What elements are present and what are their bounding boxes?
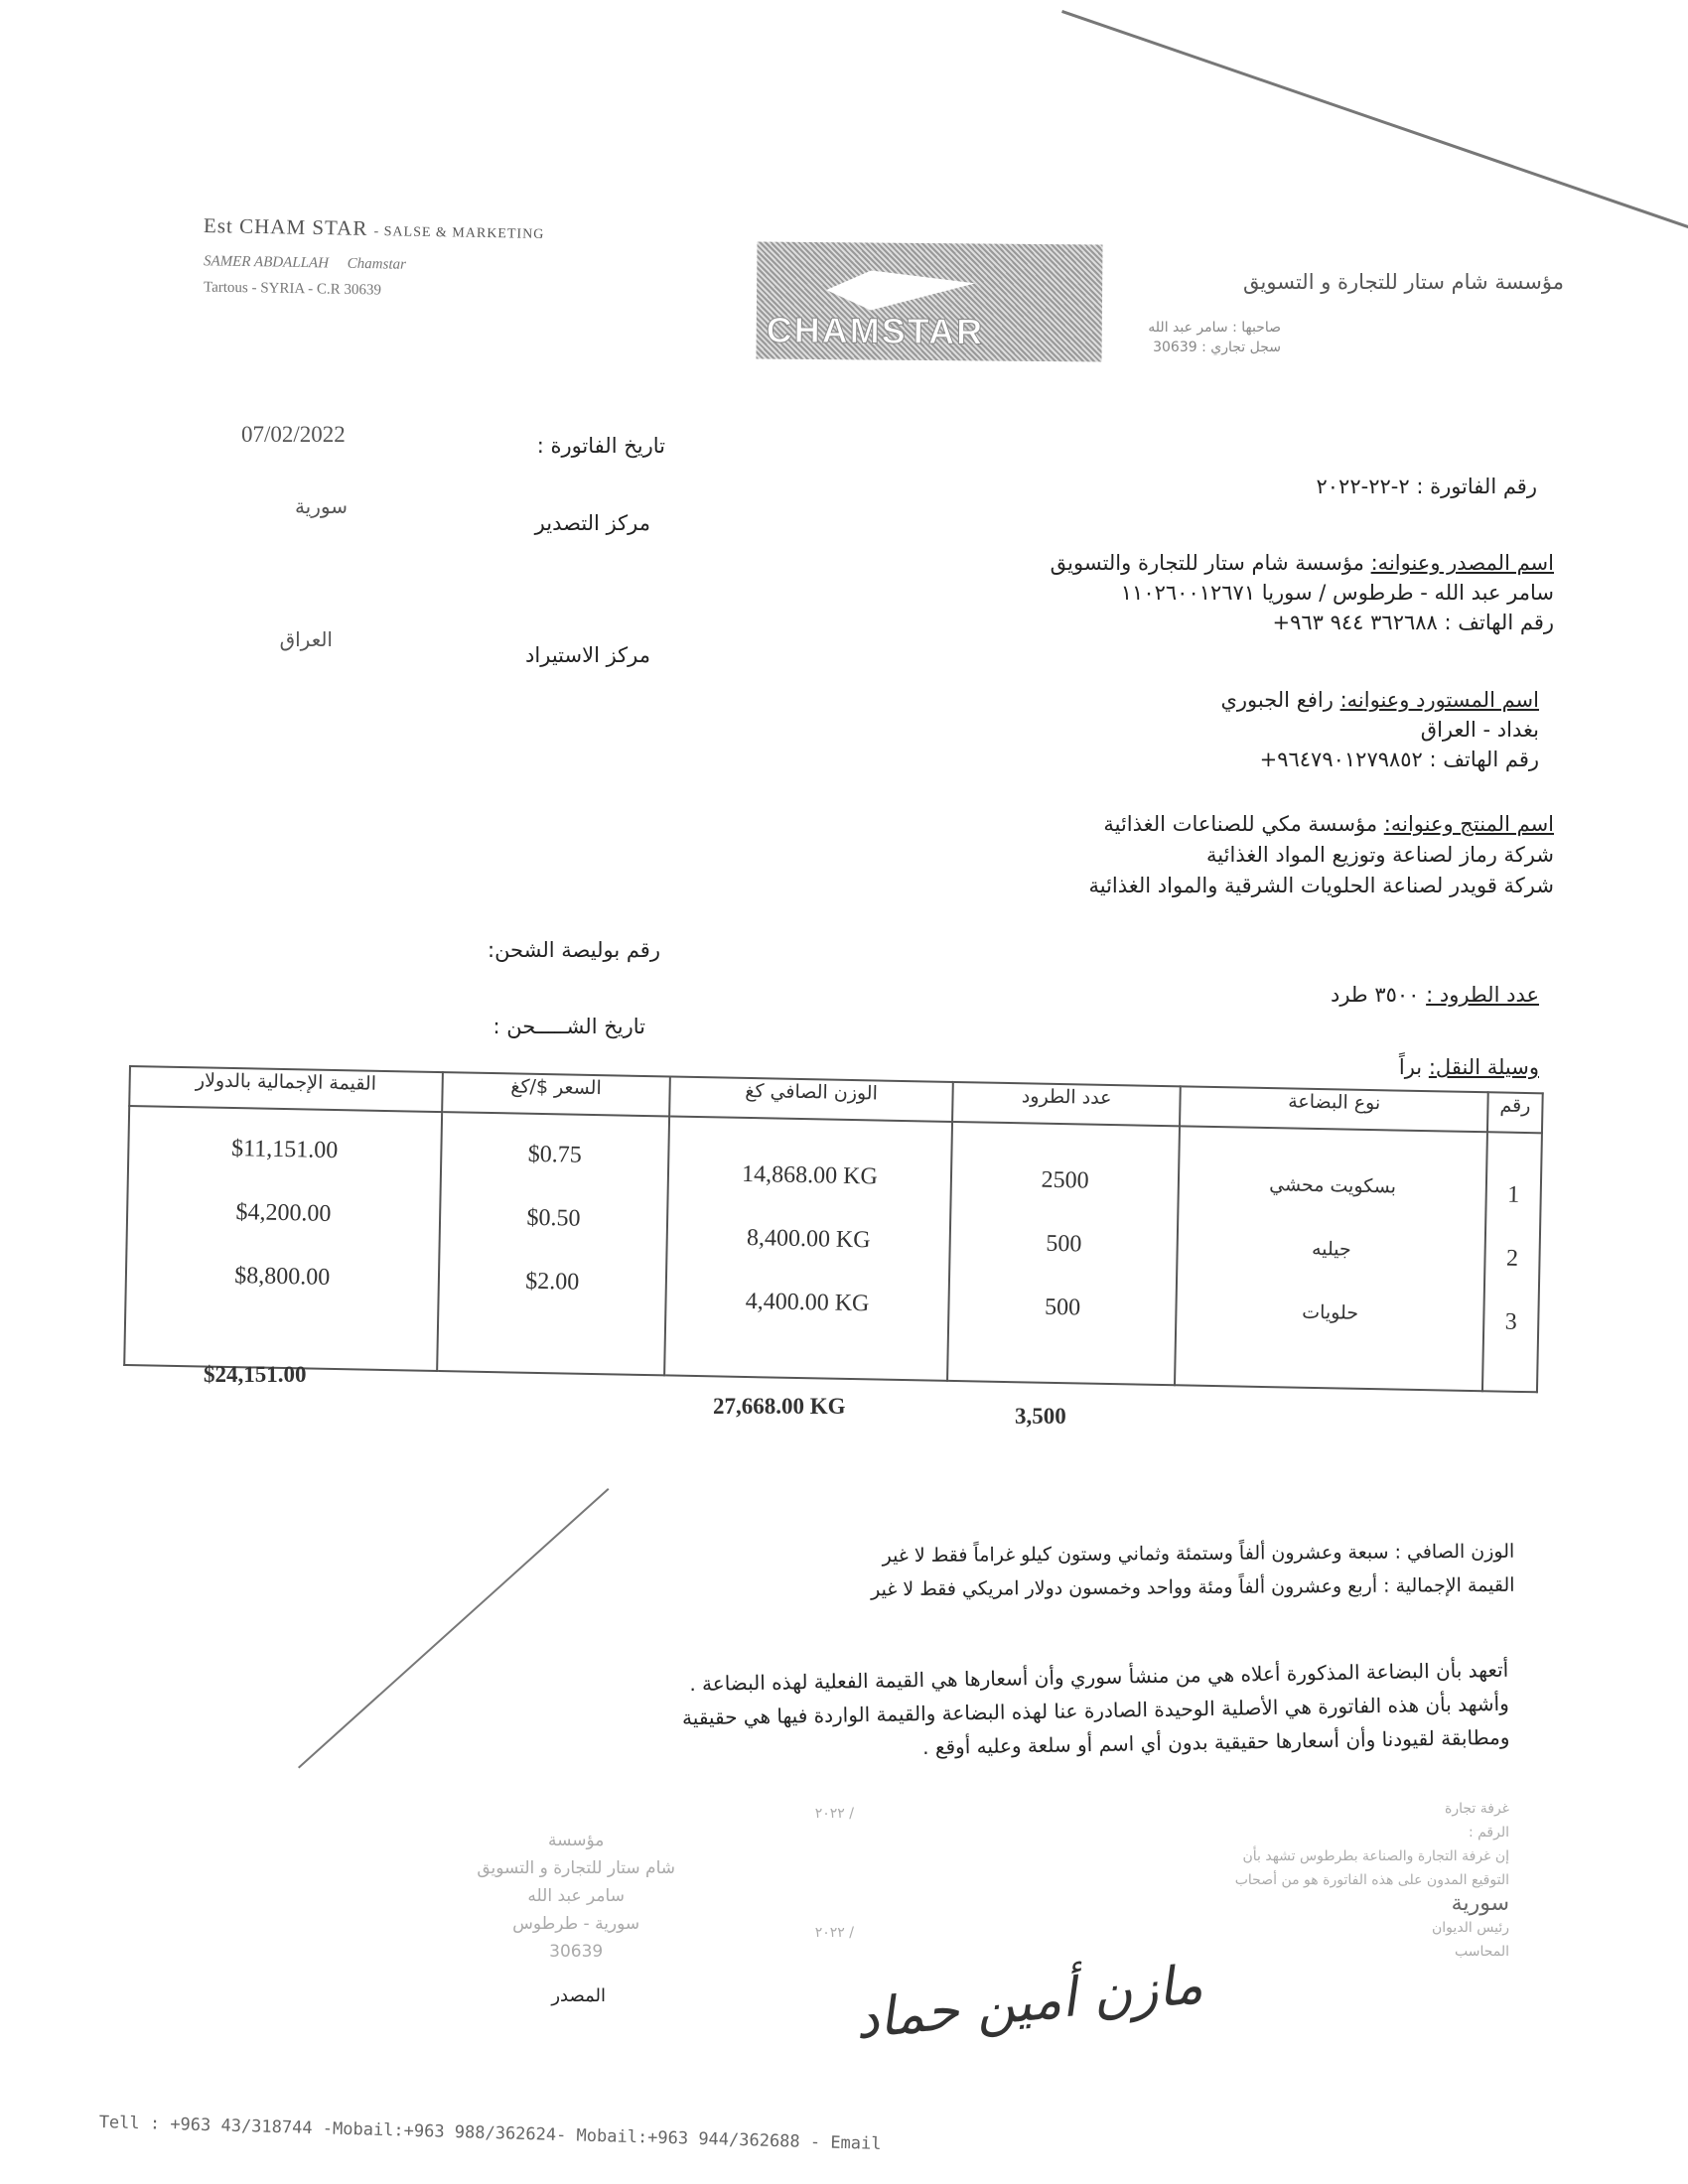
handwritten-signature: مازن أمين حماد: [851, 1952, 1206, 2052]
exporter-block: [1051, 548, 1554, 637]
scan-pen-stroke: [1061, 10, 1688, 239]
footer-contacts: Tell : +963 43/318744 -Mobail:+963 988/362624- Mobail:+963 944/362688 - Email: [98, 2113, 882, 2154]
invoice-date: 07/02/2022: [241, 422, 346, 447]
exporter-name: مؤسسة شام ستار للتجارة والتسويق: [1050, 551, 1364, 575]
cell-type: جيليه: [1311, 1237, 1351, 1261]
producer-label: اسم المنتج وعنوانه:: [1383, 812, 1554, 836]
date-stamp-2: / ٢٠٢٢: [814, 1925, 854, 1941]
invoice-number: [1317, 475, 1538, 498]
cell-weight: 8,400.00 KG: [746, 1224, 871, 1254]
letterhead-ar-company: مؤسسة شام ستار للتجارة و التسويق: [1243, 270, 1564, 294]
cell-count: 500: [1044, 1294, 1081, 1321]
cell-count: 2500: [1041, 1166, 1089, 1194]
packages-label: عدد الطرود :: [1426, 983, 1539, 1007]
company-tagline: - SALSE & MARKETING: [373, 223, 545, 242]
col-header-weight: الوزن الصافي كغ: [669, 1076, 952, 1121]
weight-in-words: الوزن الصافي : سبعة وعشرون ألفاً وستمئة وثماني وستون كيلو غراماً فقط لا غير: [882, 1540, 1514, 1568]
grand-total-weight: 27,668.00 KG: [713, 1394, 846, 1419]
stamp-line: المحاسب: [1454, 1944, 1509, 1960]
bill-of-lading-label: رقم بوليصة الشحن:: [488, 938, 660, 962]
col-header-price: السعر $/كغ: [442, 1072, 670, 1116]
grand-total-value: $24,151.00: [204, 1362, 307, 1387]
amount-in-words: [870, 1535, 1514, 1607]
value-in-words: القيمة الإجمالية : أربع وعشرون ألفاً ومئة وواحد وخمسون دولار امريكي فقط لا غير: [870, 1573, 1515, 1601]
letterhead-ar-cr: سجل تجاري : 30639: [1153, 340, 1281, 355]
exporter-phone: رقم الهاتف : ٣٦٢٦٨٨ ٩٤٤ ٩٦٣+: [1272, 611, 1554, 634]
col-number: [1482, 1132, 1542, 1392]
logo-text: CHAMSTAR: [766, 309, 985, 352]
invoice-number-value: ٢-٢٢-٢٠٢٢: [1316, 475, 1410, 498]
col-count: [947, 1122, 1181, 1385]
declaration-line: ومطابقة لقيودنا وأن أسعارها حقيقية بدون أي اسم أو سلعة وعليه أوقع .: [922, 1724, 1510, 1760]
producer-block: [1088, 809, 1554, 901]
cell-type: بسكويت محشي: [1269, 1173, 1397, 1198]
importer-name: رافع الجبوري: [1220, 688, 1334, 712]
stamp-line: شام ستار للتجارة و التسويق: [477, 1858, 675, 1878]
importer-address: بغداد - العراق: [1420, 718, 1539, 742]
letterhead-en-company: [204, 213, 545, 244]
star-icon: [826, 270, 975, 311]
cell-price: $2.00: [525, 1268, 580, 1296]
pen-signature-stroke: [298, 1488, 609, 1769]
stamp-line: غرفة تجارة: [1445, 1801, 1509, 1817]
cell-price: $0.75: [527, 1141, 582, 1168]
stamp-line: الرقم :: [1468, 1825, 1509, 1841]
importer-phone: رقم الهاتف : ٩٦٤٧٩٠١٢٧٩٨٥٢+: [1259, 748, 1539, 771]
col-weight: [664, 1116, 952, 1380]
cell-weight: 14,868.00 KG: [741, 1160, 879, 1190]
declaration-line: أتعهد بأن البضاعة المذكورة أعلاه هي من منشأ سوري وأن أسعارها هي القيمة الفعلية لهذه البضاعة .: [689, 1657, 1509, 1697]
invoice-number-label: رقم الفاتورة :: [1416, 475, 1537, 498]
stamp-line: 30639: [549, 1942, 604, 1962]
stamp-line: سامر عبد الله: [527, 1886, 625, 1906]
transport-value: براً: [1398, 1055, 1423, 1079]
import-label: مركز الاستيراد: [525, 643, 650, 667]
col-price: [437, 1112, 670, 1375]
stamp-line: إن غرفة التجارة والصناعة بطرطوس تشهد بأن: [1242, 1848, 1509, 1864]
company-name-en: Est CHAM STAR: [203, 213, 368, 240]
col-header-type: نوع البضاعة: [1181, 1086, 1488, 1132]
letterhead-ar-details: [1148, 318, 1281, 357]
cell-total: $4,200.00: [235, 1199, 332, 1227]
cell-number: 1: [1506, 1181, 1520, 1208]
producer-name: مؤسسة مكي للصناعات الغذائية: [1103, 812, 1378, 836]
goods-table: [123, 1065, 1544, 1393]
grand-total-count: 3,500: [1015, 1404, 1066, 1429]
cell-number: 3: [1504, 1308, 1518, 1335]
packages-value: ٣٥٠٠ طرد: [1330, 983, 1420, 1007]
declaration-line: وأشهد بأن هذه الفاتورة هي الأصلية الوحيدة الصادرة عنا لهذه البضاعة والقيمة الواردة فيها هي حقيقية: [682, 1691, 1510, 1730]
company-logo: [756, 241, 1102, 361]
brand-name: Chamstar: [347, 255, 407, 273]
cell-number: 2: [1505, 1245, 1519, 1272]
exporter-label: اسم المصدر وعنوانه:: [1370, 551, 1554, 575]
cell-weight: 4,400.00 KG: [745, 1288, 870, 1317]
stamp-line: سورية: [1451, 1891, 1509, 1916]
col-header-total: القيمة الإجمالية بالدولار: [129, 1066, 442, 1112]
exporter-address: سامر عبد الله - طرطوس / سوريا ١١٠٢٦٠٠١٢٦٧١: [1120, 581, 1554, 605]
chamber-stamp: [1235, 1797, 1509, 1964]
owner-name: SAMER ABDALLAH: [203, 253, 330, 272]
cell-total: $8,800.00: [233, 1263, 331, 1291]
letterhead-ar-owner: صاحبها : سامر عبد الله: [1148, 320, 1281, 336]
cell-type: حلويات: [1302, 1300, 1359, 1324]
stamp-line: رئيس الديوان: [1432, 1920, 1509, 1936]
cell-price: $0.50: [526, 1204, 581, 1232]
cell-total: $11,151.00: [230, 1135, 339, 1164]
date-stamp-1: / ٢٠٢٢: [814, 1806, 854, 1822]
producer-line-3: شركة قويدر لصناعة الحلويات الشرقية والمواد الغذائية: [1088, 874, 1554, 897]
declaration: [681, 1653, 1509, 1769]
importer-label: اسم المستورد وعنوانه:: [1339, 688, 1539, 712]
producer-line-2: شركة رماز لصناعة وتوزيع المواد الغذائية: [1206, 843, 1554, 867]
exporter-signature-label: المصدر: [551, 1985, 606, 2006]
stamp-line: مؤسسة: [547, 1831, 605, 1850]
importer-block: [1220, 685, 1539, 774]
table-body: [124, 1106, 1542, 1392]
import-value: العراق: [279, 627, 333, 651]
letterhead-address: Tartous - SYRIA - C.R 30639: [203, 279, 382, 299]
cell-count: 500: [1046, 1230, 1082, 1258]
transport: [1399, 1055, 1539, 1079]
shipping-date-label: تاريخ الشـــــحن :: [492, 1015, 645, 1038]
export-value: سورية: [294, 494, 348, 518]
col-header-count: عدد الطرود: [952, 1082, 1181, 1126]
stamp-line: التوقيع المدون على هذه الفاتورة هو من أصحاب: [1234, 1872, 1509, 1888]
col-total: [124, 1106, 442, 1371]
transport-label: وسيلة النقل:: [1428, 1055, 1539, 1079]
stamp-line: سورية - طرطوس: [512, 1914, 640, 1934]
export-label: مركز التصدير: [534, 511, 650, 535]
exporter-stamp: [477, 1827, 675, 1966]
packages: [1331, 983, 1539, 1007]
letterhead-owner: [204, 253, 406, 274]
col-header-number: رقم: [1487, 1092, 1543, 1133]
invoice-date-label: تاريخ الفاتورة :: [536, 434, 665, 458]
col-type: [1175, 1126, 1486, 1391]
